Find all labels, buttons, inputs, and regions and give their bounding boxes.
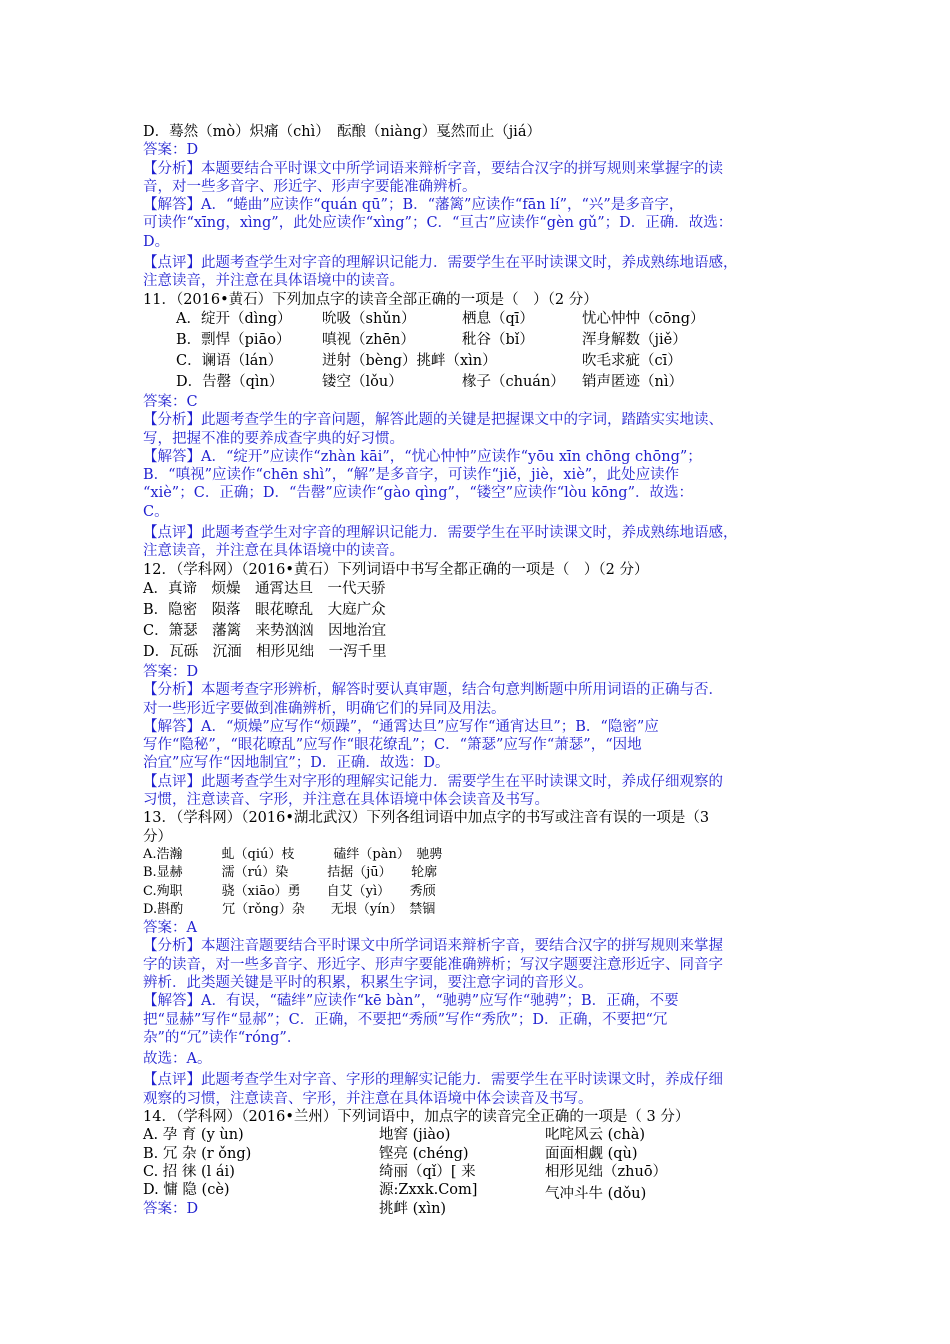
document-page (143, 123, 823, 1218)
q14-answer: 答案：D (143, 1200, 199, 1217)
q13-analysis-2: 字的读音，对一些多音字、形近字、形声字要能准确辨析；写汉字题要注意形近字、同音字 (143, 956, 723, 973)
q12-solution-1: 【解答】A．“烦燥”应写作“烦躁”，“通霄达旦”应写作“通宵达旦”；B．“隐密”应 (143, 718, 659, 735)
q10-option-d: D．蓦然（mò）炽痛（chì） 酝酿（niàng）戛然而止（jiá） (143, 124, 541, 140)
q11-option-d: D．告罄（qìn） 镂空（lǒu） 椽子（chuán） 销声匿迹（nì） (176, 373, 683, 390)
q11-solution-1: 【解答】A．“绽开”应读作“zhàn kāi”，“忧心忡忡”应读作“yōu xīn chōng chōng”； (143, 448, 702, 465)
q11-answer: 答案：C (143, 393, 198, 410)
q13-comment-2: 观察的习惯，注意读音、字形，并注意在具体语境中体会读音及书写。 (143, 1090, 593, 1107)
q13-question-1: 13．（学科网）（2016•湖北武汉）下列各组词语中加点字的书写或注音有误的一项是（3 (143, 810, 710, 827)
q12-answer: 答案：D (143, 663, 199, 680)
q10-analysis-1: 【分析】本题要结合平时课文中所学词语来辩析字音，要结合汉字的拼写规则来掌握字的读 (143, 160, 723, 177)
q13-option-b: B.显赫 濡（rú）染 拮据（jū） 轮廓 (143, 865, 438, 881)
q10-answer: 答案：D (143, 142, 199, 159)
q14-question: 14．（学科网）（2016•兰州）下列词语中，加点字的读音完全正确的一项是（ 3 分） (143, 1109, 690, 1126)
q13-option-c: C.殉职 骁（xiāo）勇 自艾（yì） 秀颀 (143, 883, 436, 899)
q12-option-d: D．瓦砾 沉湎 相形见绌 一泻千里 (143, 643, 387, 660)
q10-solution-1: 【解答】A．“蜷曲”应读作“quán qū”；B．“藩篱”应读作“fān lí”，“兴”是多音字， (143, 197, 684, 214)
q11-option-a: A．绽开（dìng） 吮吸（shǔn） 栖息（qī） 忧心忡忡（cōng） (176, 310, 705, 327)
q12-option-b: B．隐密 陨落 眼花暸乱 大庭广众 (143, 601, 386, 618)
q13-comment-1: 【点评】此题考查学生对字音、字形的理解实记能力．需要学生在平时读课文时，养成仔细 (143, 1072, 723, 1089)
q11-solution-4: C。 (143, 503, 169, 520)
q14-col-2: 地窖 (jiào) 铿亮 (chéng) 绮丽（qǐ）[ 来 源:Zxxk.Com] 挑衅 (xìn) (379, 1127, 478, 1217)
q11-comment-1: 【点评】此题考查学生对字音的理解识记能力．需要学生在平时读课文时，养成熟练地语感， (143, 525, 738, 542)
q12-solution-2: 写作“隐秘”，“眼花暸乱”应写作“眼花缭乱”；C．“箫瑟”应写作“萧瑟”，“因地 (143, 737, 642, 754)
q14-col-3: 叱咤风云 (chà) 面面相觑 (qù) 相形见绌（zhuō） 气冲斗牛 (dǒu) (545, 1127, 668, 1203)
q13-answer: 答案：A (143, 920, 197, 937)
q11-analysis-2: 写，把握不准的要养成查字典的好习惯。 (143, 430, 404, 447)
q11-option-c: C．谰语（lán） 迸射（bèng）挑衅（xìn） 吹毛求疵（cī） (176, 352, 682, 369)
q10-comment-2: 注意读音，并注意在具体语境中的读音。 (143, 273, 404, 290)
q14-col-1: A. 孕 育 (y ùn) B. 冗 杂 (r ǒng) C. 招 徕 (l ái) D. 慵 隐 (cè) 答案：D (143, 1126, 379, 1217)
q12-option-a: A．真谛 烦燥 通霄达旦 一代天骄 (143, 580, 386, 597)
q11-question: 11．（2016•黄石）下列加点字的读音全部正确的一项是（ ）（2 分） (143, 291, 598, 308)
q13-option-d: D.斟酌 冗（rǒng）杂 无垠（yín） 禁锢 (143, 901, 436, 917)
q11-analysis-1: 【分析】此题考查学生的字音问题，解答此题的关键是把握课文中的字词，踏踏实实地读、 (143, 412, 723, 429)
q10-solution-3: D。 (143, 233, 170, 250)
q13-analysis-1: 【分析】本题注音题要结合平时课文中所学词语来辩析字音，要结合汉字的拼写规则来掌握 (143, 938, 723, 955)
q10-comment-1: 【点评】此题考查学生对字音的理解识记能力．需要学生在平时读课文时，养成熟练地语感， (143, 255, 738, 272)
q12-option-c: C．箫瑟 藩篱 来势汹汹 因地治宜 (143, 622, 387, 639)
q13-option-a: A.浩瀚 虬（qiú）枝 磕绊（pàn） 驰骋 (143, 846, 443, 862)
q12-comment-1: 【点评】此题考查学生对字形的理解实记能力．需要学生在平时读课文时，养成仔细观察的 (143, 773, 723, 790)
q13-solution-1: 【解答】A．有误，“磕绊”应读作“kē bàn”，“驰骋”应写作“驰骋”；B．正确，不要 (143, 993, 679, 1010)
q12-comment-2: 习惯，注意读音、字形，并注意在具体语境中体会读音及书写。 (143, 792, 549, 809)
q13-choice: 故选：A。 (143, 1051, 212, 1068)
q13-solution-2: 把“显赫”写作“显郝”；C．正确，不要把“秀颀”写作“秀欣”；D．正确，不要把“冗 (143, 1011, 668, 1028)
q11-solution-2: B．“嗔视”应读作“chēn shì”，“解”是多音字，可读作“jiě，jiè，xiè”，此处应读作 (143, 467, 680, 484)
q12-solution-3: 治宜”应写作“因地制宜”；D．正确．故选：D。 (143, 755, 450, 772)
q10-solution-2: 可读作“xīng，xìng”，此处应读作“xìng”；C．“亘古”应读作“gèn gǔ”；D．正确．故选： (143, 215, 733, 232)
q13-question-2: 分） (143, 828, 172, 845)
q11-option-b: B．剽悍（piāo） 嗔视（zhēn） 秕谷（bǐ） 浑身解数（jiě） (176, 331, 687, 348)
q12-analysis-1: 【分析】本题考查字形辨析，解答时要认真审题，结合句意判断题中所用词语的正确与否． (143, 682, 723, 699)
q10-analysis-2: 音，对一些多音字、形近字、形声字要能准确辨析。 (143, 178, 477, 195)
q13-solution-3: 杂”的“冗”读作“róng”． (143, 1029, 302, 1046)
q11-comment-2: 注意读音，并注意在具体语境中的读音。 (143, 543, 404, 560)
q11-solution-3: “xiè”；C．正确；D．“告罄”应读作“gào qìng”，“镂空”应读作“lòu kōng”．故选： (143, 485, 693, 502)
q12-question: 12．（学科网）（2016•黄石）下列词语中书写全都正确的一项是（ ）（2 分） (143, 561, 649, 578)
q13-analysis-3: 辨析．此类题关键是平时的积累，积累生字词，要注意字词的音形义。 (143, 974, 593, 991)
q14-options (143, 1126, 823, 1217)
q12-analysis-2: 对一些形近字要做到准确辨析，明确它们的异同及用法。 (143, 700, 506, 717)
